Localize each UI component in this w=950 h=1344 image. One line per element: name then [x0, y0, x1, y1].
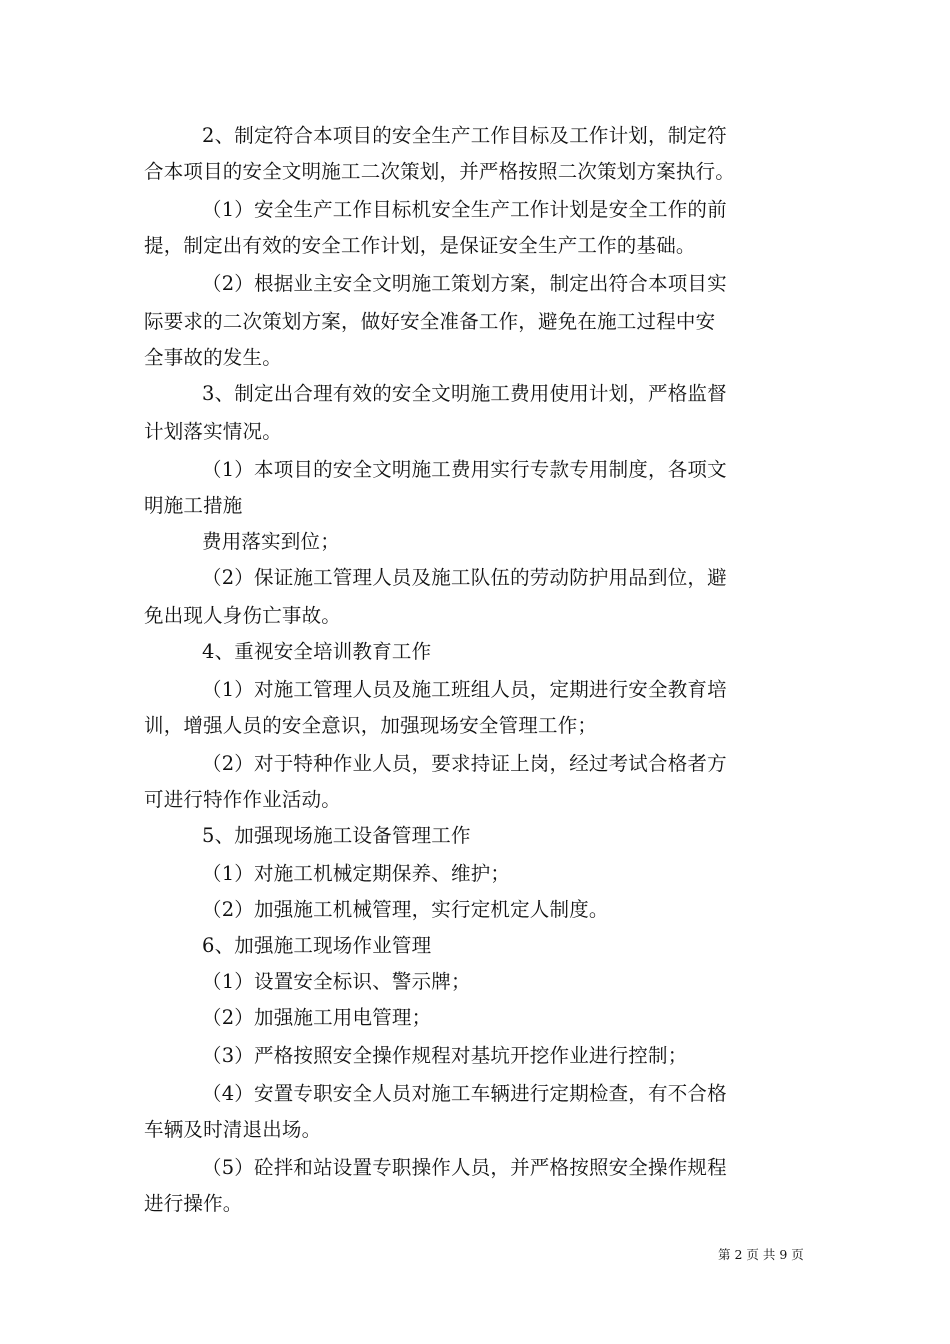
text-line: 提，制定出有效的安全工作计划，是保证安全生产工作的基础。 — [144, 234, 696, 257]
text-line: 费用落实到位； — [202, 530, 340, 553]
text-line: 2、制定符合本项目的安全生产工作目标及工作计划，制定符 — [202, 124, 727, 147]
page-number-footer: 第 2 页 共 9 页 — [718, 1247, 804, 1262]
text-line: 3、制定出合理有效的安全文明施工费用使用计划，严格监督 — [202, 382, 727, 405]
text-line: 训，增强人员的安全意识，加强现场安全管理工作； — [144, 714, 598, 737]
text-line: 计划落实情况。 — [144, 420, 282, 443]
text-line: 进行操作。 — [144, 1192, 243, 1215]
text-line: 可进行特作作业活动。 — [144, 788, 342, 811]
text-line: （1）设置安全标识、警示牌； — [202, 970, 471, 993]
text-line: （2）加强施工机械管理，实行定机定人制度。 — [202, 898, 609, 921]
text-line: （4）安置专职安全人员对施工车辆进行定期检查，有不合格 — [202, 1082, 727, 1105]
text-line: 全事故的发生。 — [144, 346, 282, 369]
text-line: （1）本项目的安全文明施工费用实行专款专用制度，各项文 — [202, 458, 727, 481]
text-line: 合本项目的安全文明施工二次策划，并严格按照二次策划方案执行。 — [144, 160, 736, 183]
text-line: 5、加强现场施工设备管理工作 — [202, 824, 471, 847]
text-line: 4、重视安全培训教育工作 — [202, 640, 432, 663]
text-line: （2）加强施工用电管理； — [202, 1006, 432, 1029]
text-line: 车辆及时清退出场。 — [144, 1118, 322, 1141]
text-line: （2）根据业主安全文明施工策划方案，制定出符合本项目实 — [202, 272, 727, 295]
text-line: 明施工措施 — [144, 494, 243, 517]
text-line: （2）对于特种作业人员，要求持证上岗，经过考试合格者方 — [202, 752, 727, 775]
text-line: （1）对施工管理人员及施工班组人员，定期进行安全教育培 — [202, 678, 727, 701]
text-line: 际要求的二次策划方案，做好安全准备工作，避免在施工过程中安 — [144, 310, 716, 333]
text-line: （2）保证施工管理人员及施工队伍的劳动防护用品到位，避 — [202, 566, 727, 589]
text-line: 免出现人身伤亡事故。 — [144, 604, 342, 627]
text-line: （3）严格按照安全操作规程对基坑开挖作业进行控制； — [202, 1044, 688, 1067]
text-line: 6、加强施工现场作业管理 — [202, 934, 432, 957]
text-line: （1）对施工机械定期保养、维护； — [202, 862, 511, 885]
text-line: （5）砼拌和站设置专职操作人员，并严格按照安全操作规程 — [202, 1156, 727, 1179]
text-line: （1）安全生产工作目标机安全生产工作计划是安全工作的前 — [202, 198, 727, 221]
